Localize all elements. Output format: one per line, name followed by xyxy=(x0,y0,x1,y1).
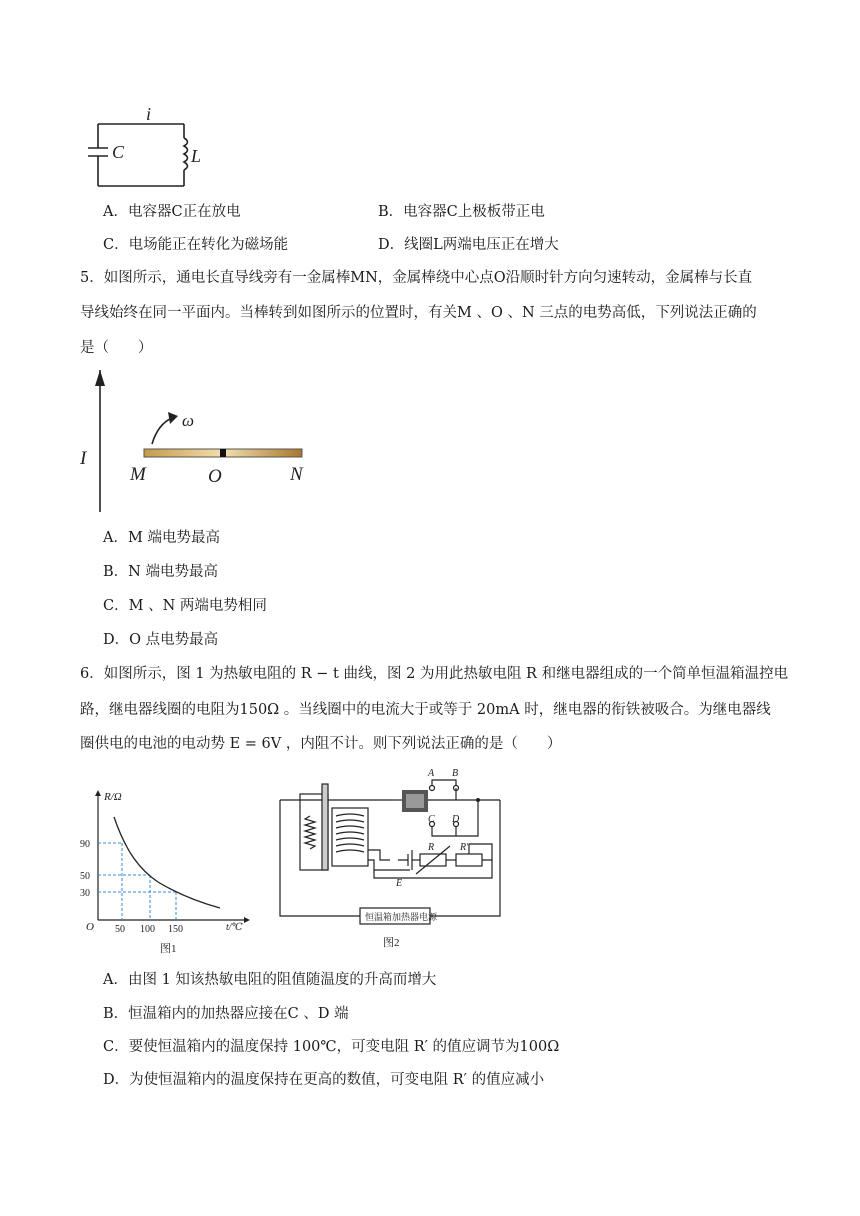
omega-label: ω xyxy=(182,411,195,430)
q5-stem-line-1: 5．如图所示，通电长直导线旁有一金属棒MN，金属棒绕中心点O沿顺时针方向匀速转动，金属棒与长直 xyxy=(80,270,753,286)
q6-option-d: D．为使恒温箱内的温度保持在更高的数值，可变电阻 R′ 的值应减小 xyxy=(103,1072,545,1088)
q5-option-a: A．M 端电势最高 xyxy=(103,530,220,546)
q6-stem-line-3: 圈供电的电池的电动势 E = 6V ，内阻不计。则下列说法正确的是（ ） xyxy=(80,736,562,752)
xtick-150: 150 xyxy=(168,924,183,935)
q4-option-c: C．电场能正在转化为磁场能 xyxy=(103,237,289,253)
q6-option-c: C．要使恒温箱内的温度保持 100℃，可变电阻 R′ 的值应调节为100Ω xyxy=(103,1039,560,1055)
wire-current-label: I xyxy=(80,448,87,469)
rotating-rod-figure xyxy=(70,362,330,522)
relay-circuit-figure xyxy=(270,760,520,960)
q6-option-b: B．恒温箱内的加热器应接在C 、D 端 xyxy=(103,1006,349,1022)
q4-option-b: B．电容器C上极板带正电 xyxy=(378,204,545,220)
thermistor-r-label: R xyxy=(428,842,435,853)
q5-option-c: C．M 、N 两端电势相同 xyxy=(103,598,267,614)
q4-option-d: D．线圈L两端电压正在增大 xyxy=(378,237,559,253)
q6-stem-line-2: 路，继电器线圈的电阻为150Ω 。当线圈中的电流大于或等于 20mA 时，继电器的衔铁被吸合。为继电器线 xyxy=(80,702,771,718)
point-m-label: M xyxy=(130,464,146,485)
q6-stem-line-1: 6．如图所示，图 1 为热敏电阻的 R − t 曲线，图 2 为用此热敏电阻 R 和继电器组成的一个简单恒温箱温控电 xyxy=(80,666,789,682)
xtick-50: 50 xyxy=(115,924,125,935)
q5-option-b: B．N 端电势最高 xyxy=(103,564,218,580)
contact-b-label: B xyxy=(452,768,459,779)
contact-a-label: A xyxy=(428,768,435,779)
contact-c-label: C xyxy=(428,814,435,825)
q4-option-a: A．电容器C正在放电 xyxy=(103,204,241,220)
ytick-30: 30 xyxy=(80,888,90,899)
point-n-label: N xyxy=(290,464,303,485)
r-axis-label: R/Ω xyxy=(104,791,122,803)
rt-curve xyxy=(114,817,220,908)
origin-label: O xyxy=(86,921,94,933)
figure1-caption: 图1 xyxy=(160,943,177,955)
ytick-90: 90 xyxy=(80,839,90,850)
rt-curve-figure xyxy=(78,782,253,957)
contact-d-label: D xyxy=(452,814,460,825)
t-axis-label: t/℃ xyxy=(226,922,243,933)
variable-resistor-label: R′ xyxy=(460,842,469,853)
capacitor-label: C xyxy=(112,142,125,162)
ytick-50: 50 xyxy=(80,871,90,882)
q5-option-d: D．O 点电势最高 xyxy=(103,632,219,648)
xtick-100: 100 xyxy=(140,924,155,935)
battery-e-label: E xyxy=(396,878,403,889)
figure2-caption: 图2 xyxy=(383,937,400,949)
q6-option-a: A．由图 1 知该热敏电阻的阻值随温度的升高而增大 xyxy=(103,972,437,988)
point-o-label: O xyxy=(208,466,222,487)
inductor-label: L xyxy=(191,146,202,166)
q5-stem-line-3: 是（ ） xyxy=(80,340,153,356)
heater-box-label: 恒温箱加热器电源 xyxy=(365,912,438,922)
lc-circuit-figure xyxy=(80,100,220,195)
current-label: i xyxy=(146,104,152,124)
q5-stem-line-2: 导线始终在同一平面内。当棒转到如图所示的位置时，有关M 、O 、N 三点的电势高低，下列说法正确的 xyxy=(80,305,757,321)
